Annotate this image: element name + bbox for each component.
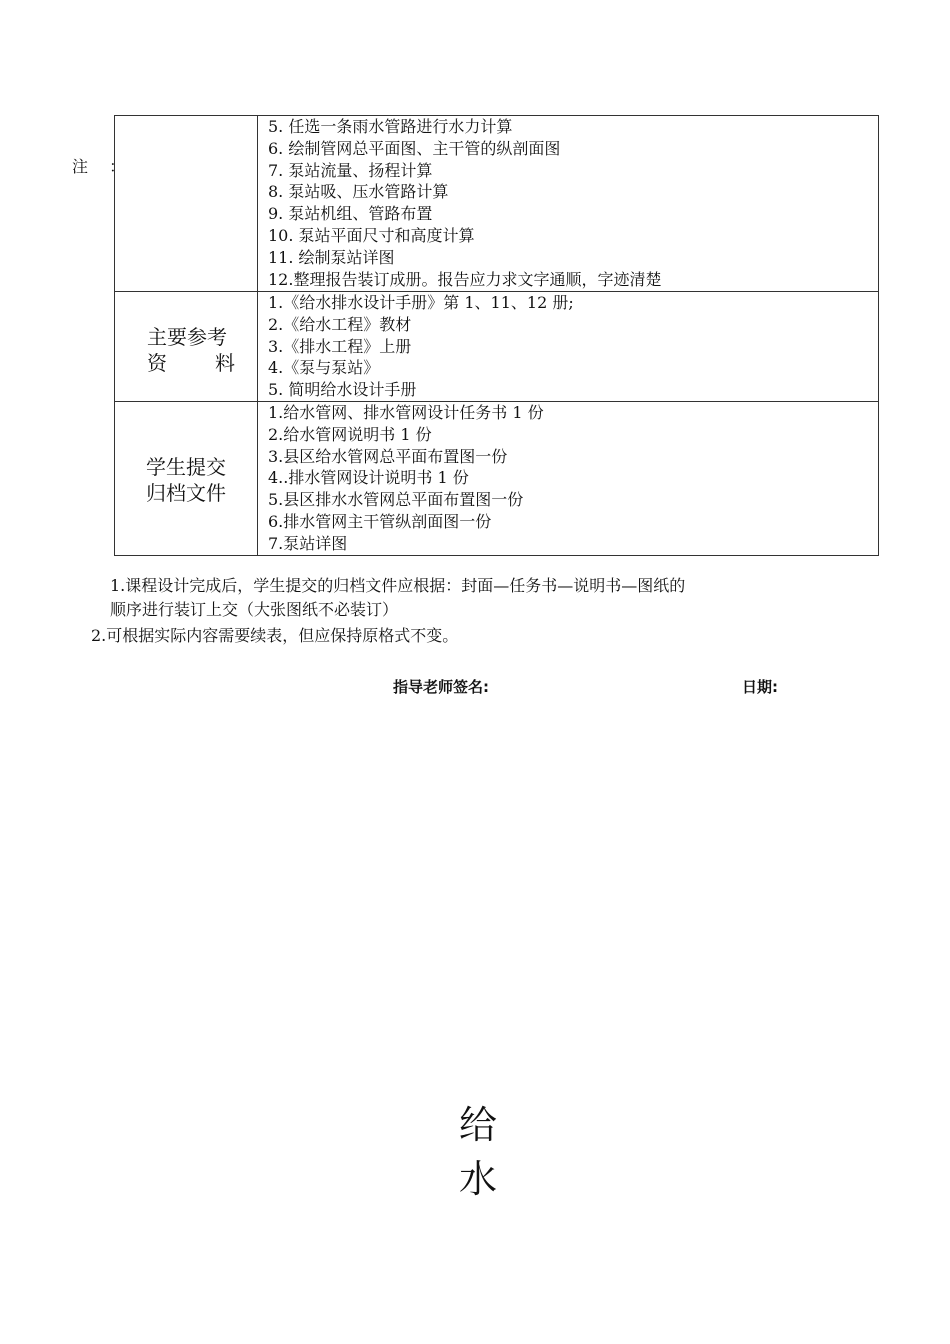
requirements-table — [114, 115, 879, 556]
list-item: 6.排水管网主干管纵剖面图一份 — [268, 511, 492, 531]
list-item: 4..排水管网设计说明书 1 份 — [268, 468, 469, 488]
list-item: 10. 泵站平面尺寸和高度计算 — [268, 225, 475, 245]
date-label: 日期: — [742, 678, 778, 696]
submissions-list — [268, 402, 878, 555]
footnote-2: 2.可根据实际内容需要续表，但应保持原格式不变。 — [91, 626, 459, 645]
list-item: 6. 绘制管网总平面图、主干管的纵剖面图 — [268, 138, 561, 158]
references-list — [268, 292, 878, 401]
list-item: 2.给水管网说明书 1 份 — [268, 424, 432, 444]
vertical-title-char: 给 — [458, 1103, 497, 1147]
references-label-line1: 主要参考 — [147, 325, 227, 349]
table-row-submissions — [115, 402, 879, 556]
list-item: 9. 泵站机组、管路布置 — [268, 204, 433, 224]
list-item: 11. 绘制泵站详图 — [268, 247, 395, 267]
references-cell — [258, 292, 879, 402]
list-item: 3.县区给水管网总平面布置图一份 — [268, 446, 508, 466]
list-item: 7.泵站详图 — [268, 533, 348, 553]
empty-label-cell — [115, 116, 258, 292]
footnote-1-line2: 顺序进行装订上交（大张图纸不必装订） — [110, 600, 399, 619]
list-item: 3.《排水工程》上册 — [268, 336, 412, 356]
submissions-label-cell — [115, 402, 258, 556]
teacher-signature-label: 指导老师签名: — [393, 678, 489, 696]
list-item: 12.整理报告装订成册。报告应力求文字通顺，字迹清楚 — [268, 269, 662, 289]
note-label: 注 ： — [72, 157, 134, 176]
list-item: 8. 泵站吸、压水管路计算 — [268, 182, 449, 202]
submissions-label: 学生提交 归档文件 — [146, 455, 226, 505]
table-row-tasks — [115, 116, 879, 292]
list-item: 5. 任选一条雨水管路进行水力计算 — [268, 117, 513, 136]
vertical-title-char: 水 — [458, 1157, 497, 1201]
list-item: 4.《泵与泵站》 — [268, 358, 380, 378]
list-item: 1.《给水排水设计手册》第 1、11、12 册; — [268, 293, 574, 312]
list-item: 7. 泵站流量、扬程计算 — [268, 160, 433, 180]
vertical-title — [456, 1098, 500, 1206]
task-list — [268, 116, 878, 290]
references-label — [115, 324, 257, 376]
table-row-references — [115, 292, 879, 402]
submissions-cell — [258, 402, 879, 556]
references-label-cell — [115, 292, 258, 402]
footnote-1-line1: 1.课程设计完成后，学生提交的归档文件应根据：封面—任务书—说明书—图纸的 — [110, 576, 686, 595]
list-item: 1.给水管网、排水管网设计任务书 1 份 — [268, 403, 544, 422]
list-item: 5. 简明给水设计手册 — [268, 380, 417, 400]
references-label-line2: 资 料 — [147, 351, 235, 375]
list-item: 5.县区排水水管网总平面布置图一份 — [268, 490, 524, 510]
tasks-cell — [258, 116, 879, 292]
list-item: 2.《给水工程》教材 — [268, 314, 412, 334]
